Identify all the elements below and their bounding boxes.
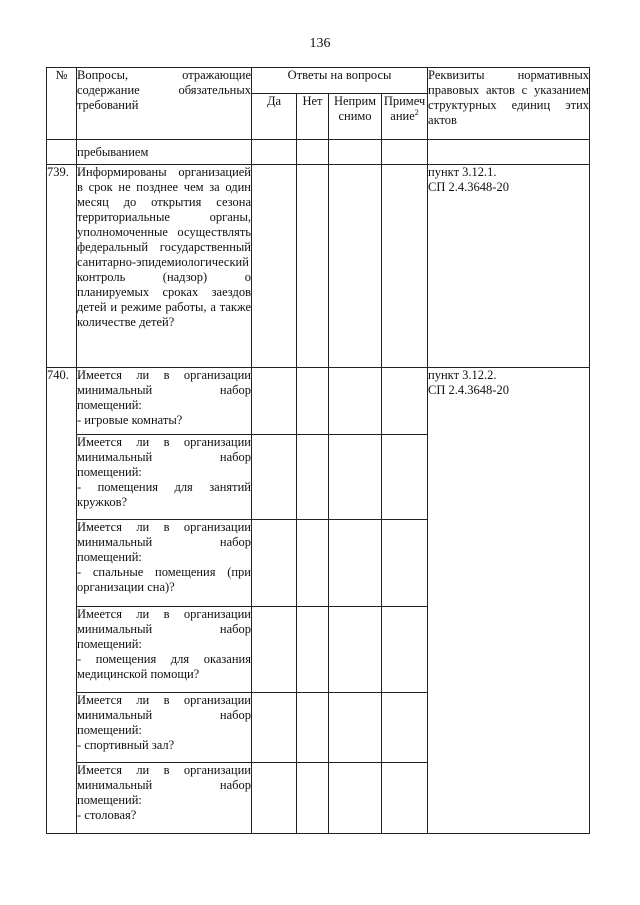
- question-item: - столовая?: [77, 808, 137, 822]
- header-note-footnote: 2: [414, 107, 419, 117]
- row-number: 739.: [47, 165, 77, 368]
- question-text: [77, 368, 252, 435]
- reference-line: СП 2.4.3648-20: [428, 180, 509, 194]
- answer-yes-cell[interactable]: [252, 435, 297, 520]
- normative-reference: [428, 165, 590, 368]
- answer-no-cell[interactable]: [297, 368, 329, 435]
- answer-yes-cell[interactable]: [252, 520, 297, 607]
- question-item: - спальные помещения (при организации сна)?: [77, 565, 251, 594]
- answer-note-cell[interactable]: [382, 693, 428, 763]
- answer-note-cell[interactable]: [382, 165, 428, 368]
- table-row-740: [47, 368, 590, 435]
- question-text: [77, 693, 252, 763]
- header-answers: Ответы на вопросы: [252, 68, 428, 94]
- answer-no-cell[interactable]: [297, 763, 329, 834]
- question-lead: Имеется ли в организации минимальный набор помещений:: [77, 607, 251, 651]
- answer-na-cell[interactable]: [329, 763, 382, 834]
- answer-na-cell[interactable]: [329, 693, 382, 763]
- answer-no-cell[interactable]: [297, 693, 329, 763]
- question-lead: Имеется ли в организации минимальный набор помещений:: [77, 520, 251, 564]
- reference-line: СП 2.4.3648-20: [428, 383, 509, 397]
- question-item: - спортивный зал?: [77, 738, 175, 752]
- question-text: [77, 607, 252, 693]
- header-questions: Вопросы, отражающие содержание обязательных требований: [77, 68, 252, 140]
- answer-no-cell[interactable]: [297, 435, 329, 520]
- header-refs: Реквизиты нормативных правовых актов с указанием структурных единиц этих актов: [428, 68, 590, 140]
- answer-na-cell[interactable]: [329, 165, 382, 368]
- table-row-739: [47, 165, 590, 368]
- header-row: [47, 68, 590, 94]
- answer-na-cell[interactable]: [329, 435, 382, 520]
- header-yes: Да: [252, 94, 297, 140]
- question-item: - помещения для оказания медицинской помощи?: [77, 652, 251, 681]
- answer-yes-cell[interactable]: [252, 368, 297, 435]
- header-no: Нет: [297, 94, 329, 140]
- answer-yes-cell[interactable]: [252, 693, 297, 763]
- checklist-table: [46, 67, 590, 834]
- table-row: [47, 140, 590, 165]
- continuation-text: пребыванием: [77, 140, 252, 165]
- answer-na-cell[interactable]: [329, 520, 382, 607]
- row-number: 740.: [47, 368, 77, 834]
- answer-no-cell[interactable]: [297, 607, 329, 693]
- question-item: - помещения для занятий кружков?: [77, 480, 251, 509]
- answer-yes-cell[interactable]: [252, 763, 297, 834]
- answer-yes-cell[interactable]: [252, 165, 297, 368]
- question-text: [77, 520, 252, 607]
- question-lead: Имеется ли в организации минимальный набор помещений:: [77, 368, 251, 412]
- page-number: 136: [309, 36, 331, 51]
- answer-note-cell[interactable]: [382, 368, 428, 435]
- answer-note-cell[interactable]: [382, 763, 428, 834]
- header-note-text: Примеч ание: [383, 94, 426, 123]
- answer-note-cell[interactable]: [382, 607, 428, 693]
- answer-no-cell[interactable]: [297, 165, 329, 368]
- normative-reference: [428, 368, 590, 834]
- answer-na-cell[interactable]: [329, 368, 382, 435]
- question-text: [77, 435, 252, 520]
- answer-na-cell[interactable]: [329, 607, 382, 693]
- header-note: [382, 94, 428, 140]
- question-lead: Имеется ли в организации минимальный набор помещений:: [77, 435, 251, 479]
- answer-note-cell[interactable]: [382, 435, 428, 520]
- question-text: [77, 763, 252, 834]
- question-item: - игровые комнаты?: [77, 413, 183, 427]
- header-not-applicable: Неприм снимо: [329, 94, 382, 140]
- answer-yes-cell[interactable]: [252, 607, 297, 693]
- answer-no-cell[interactable]: [297, 520, 329, 607]
- question-lead: Имеется ли в организации минимальный набор помещений:: [77, 763, 251, 807]
- question-lead: Имеется ли в организации минимальный набор помещений:: [77, 693, 251, 737]
- answer-note-cell[interactable]: [382, 520, 428, 607]
- header-number: №: [47, 68, 77, 140]
- reference-line: пункт 3.12.1.: [428, 165, 497, 179]
- question-text: Информированы организацией в срок не позднее чем за один месяц до открытия сезона территориальные органы, уполномоченные осуществлять федеральный государственный санитарно-эпидемиологический контроль (надзор) о планируемых сроках заездов детей и режиме работы, а также количестве детей?: [77, 165, 252, 368]
- reference-line: пункт 3.12.2.: [428, 368, 497, 382]
